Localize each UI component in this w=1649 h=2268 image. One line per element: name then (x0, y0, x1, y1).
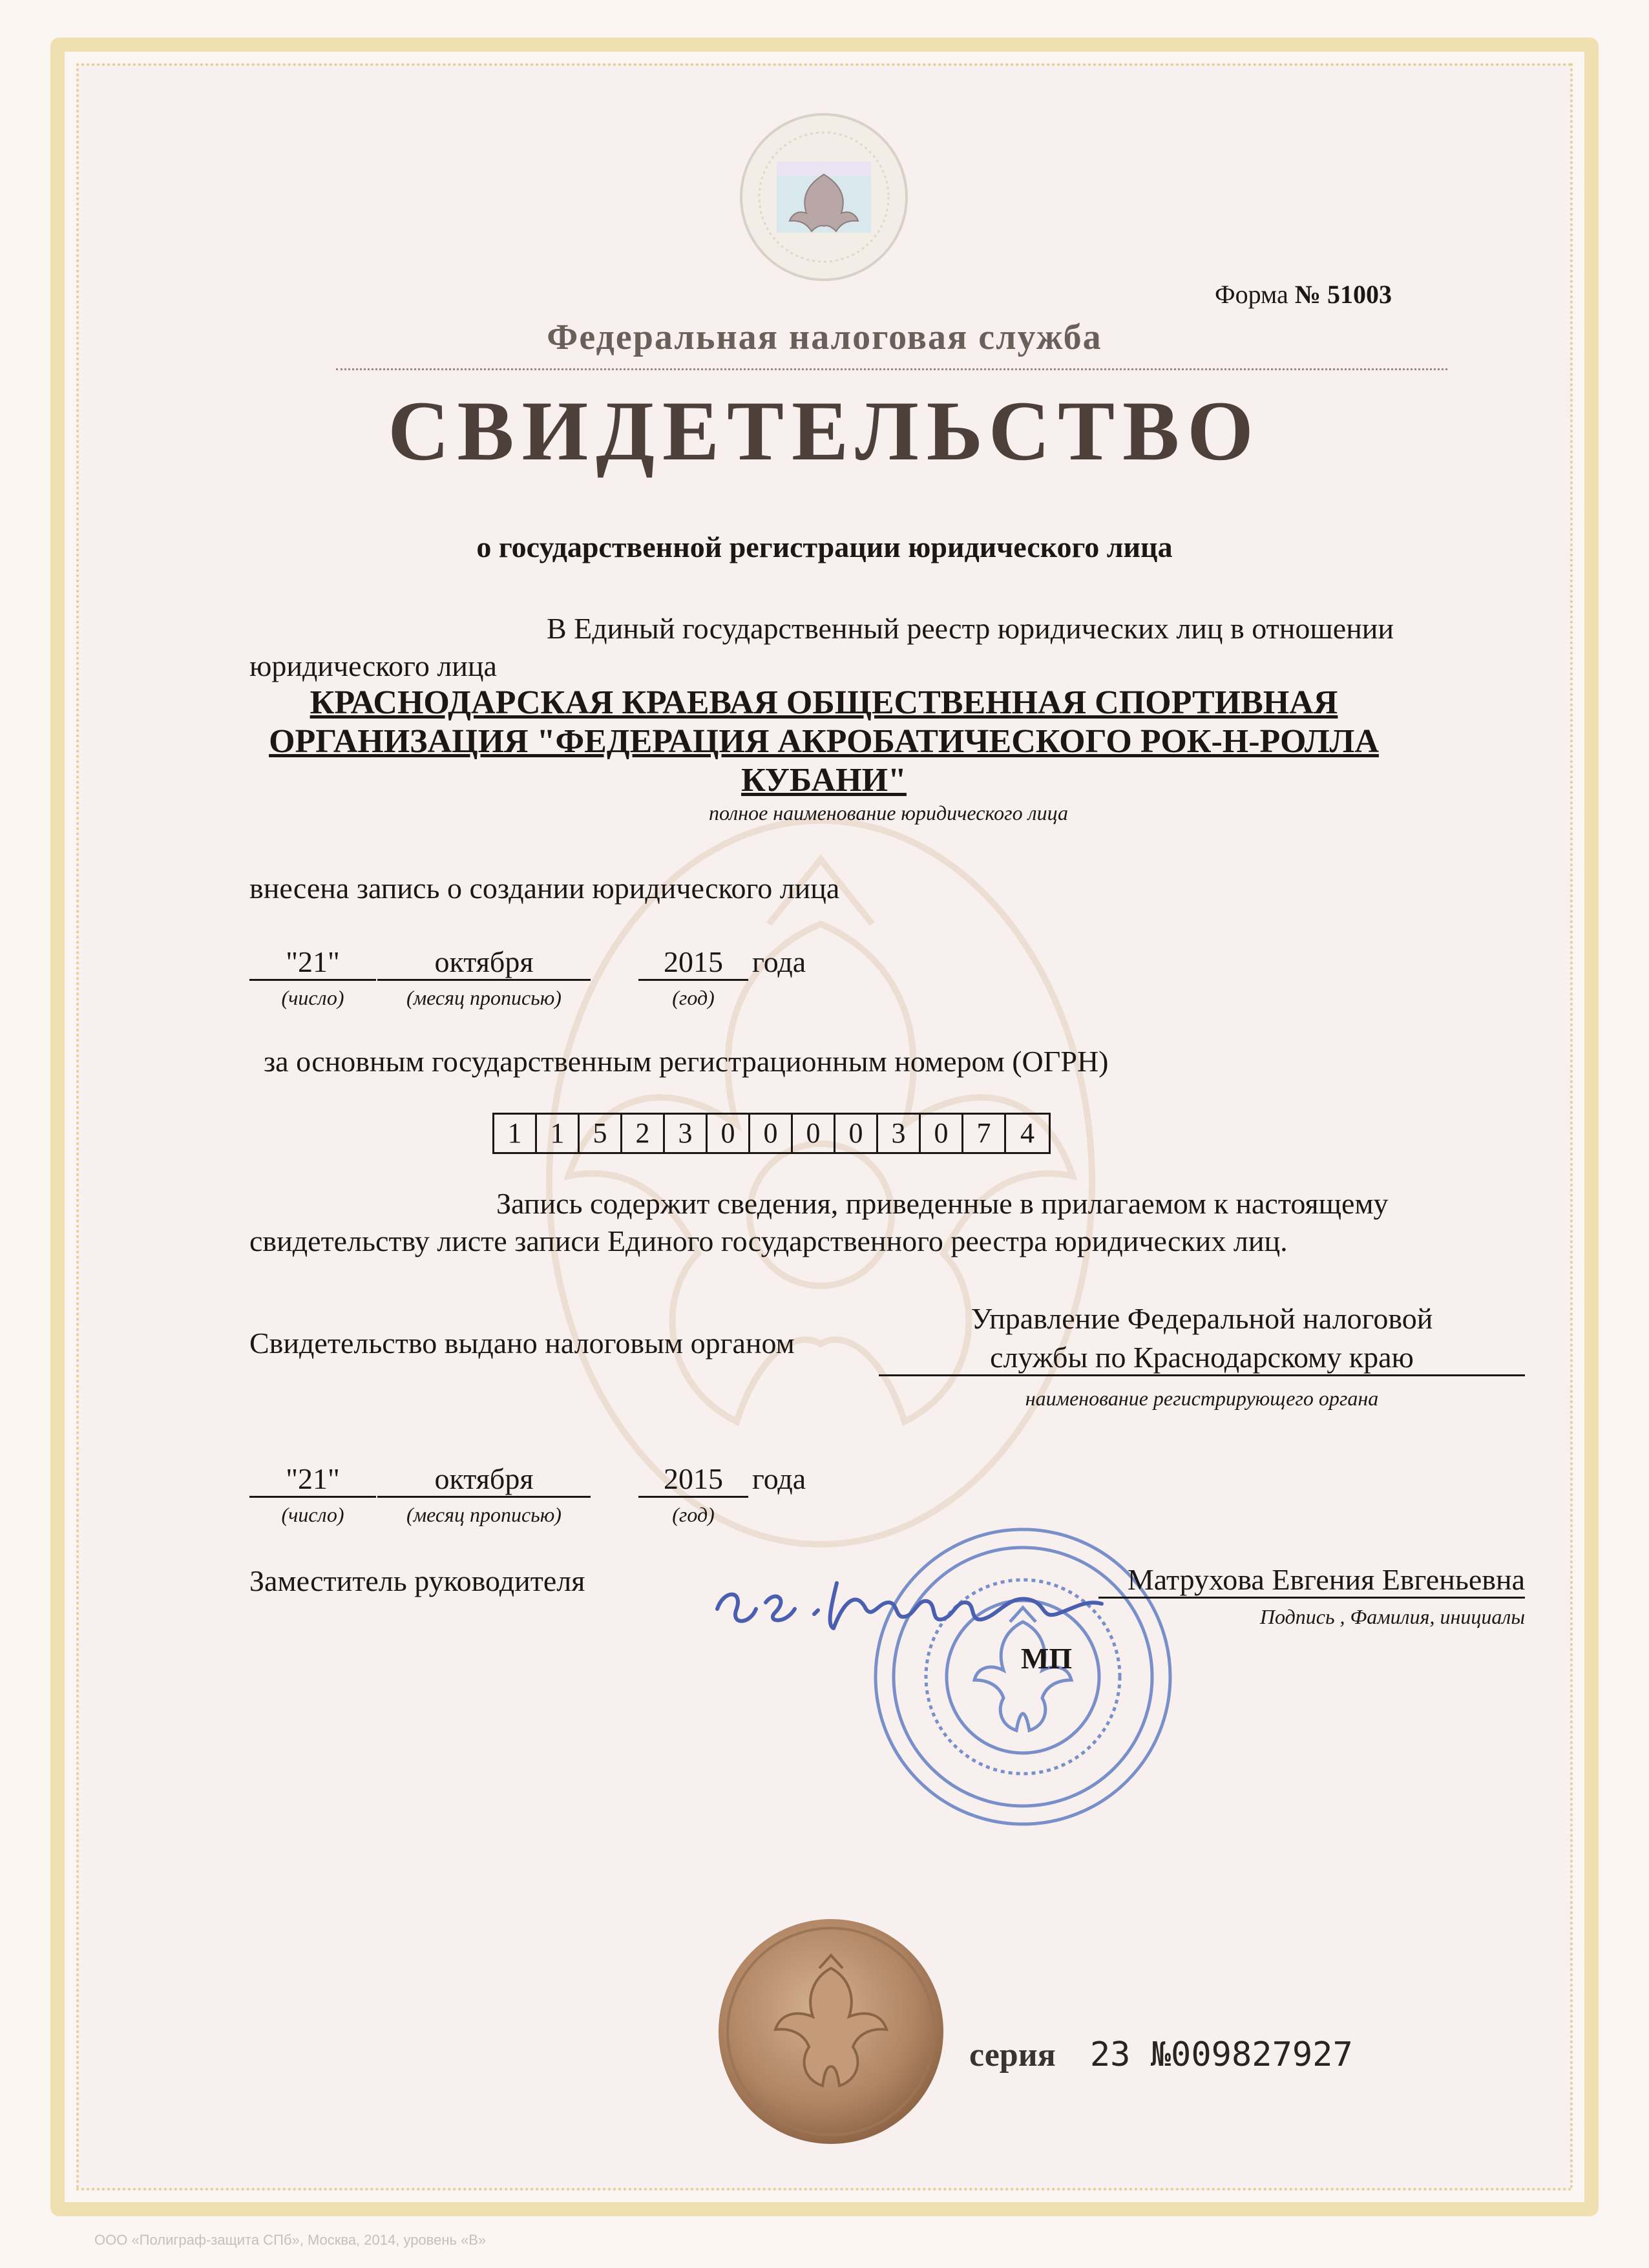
issue-day: "21" (249, 1462, 376, 1498)
ogrn-digit: 1 (537, 1115, 580, 1152)
issue-year-suffix: года (752, 1462, 806, 1495)
registration-day-caption: (число) (281, 986, 344, 1009)
stamp-place: МП (1021, 1642, 1073, 1675)
entity-name-caption: полное наименование юридического лица (709, 801, 1068, 824)
ogrn-label: за основным государственным регистрационным номером (ОГРН) (264, 1045, 1109, 1078)
handwritten-signature (704, 1564, 1118, 1641)
registration-month-caption: (месяц прописью) (406, 986, 562, 1009)
issue-year-caption: (год) (672, 1503, 715, 1526)
issue-day-caption: (число) (281, 1503, 344, 1526)
ogrn-digit: 3 (878, 1115, 921, 1152)
registration-year-caption: (год) (672, 986, 715, 1009)
record-info-line-2: свидетельству листе записи Единого государственного реестра юридических лиц. (249, 1224, 1288, 1257)
bronze-medallion-icon (716, 1916, 946, 2147)
intro-line-2: юридического лица (249, 649, 497, 682)
creation-record-text: внесена запись о создании юридического лица (249, 872, 840, 905)
issue-year: 2015 (638, 1462, 748, 1498)
ogrn-digit: 4 (1020, 1117, 1035, 1149)
issuing-authority-line-1: Управление Федеральной налоговой (971, 1302, 1433, 1335)
ogrn-digit: 5 (580, 1115, 622, 1152)
ogrn-digit: 7 (963, 1115, 1006, 1152)
document-title: СВИДЕТЕЛЬСТВО (388, 383, 1261, 478)
series-number: 23 №009827927 (1089, 2035, 1353, 2074)
issue-month-caption: (месяц прописью) (406, 1503, 562, 1526)
ogrn-digit: 0 (708, 1115, 750, 1152)
intro-line-1: В Единый государственный реестр юридических лиц в отношении (547, 612, 1394, 645)
ogrn-digit: 1 (494, 1115, 537, 1152)
form-number-value: № 51003 (1294, 280, 1392, 309)
authority-header: Федеральная налоговая служба (547, 317, 1102, 357)
ogrn-digit: 2 (622, 1115, 665, 1152)
issuing-authority-line-2: службы по Краснодарскому краю (879, 1340, 1525, 1376)
hologram-emblem-icon (737, 110, 911, 284)
issue-month: октября (377, 1462, 591, 1498)
ogrn-digit: 0 (750, 1115, 793, 1152)
form-number (1215, 279, 1392, 310)
header-divider (336, 368, 1447, 370)
record-info-line-1: Запись содержит сведения, приведенные в прилагаемом к настоящему (496, 1187, 1389, 1220)
signatory-name: Матрухова Евгения Евгеньевна (1098, 1562, 1525, 1599)
ogrn-number-grid (492, 1113, 1051, 1154)
series-label: серия (969, 2037, 1056, 2074)
entity-full-name: КРАСНОДАРСКАЯ КРАЕВАЯ ОБЩЕСТВЕННАЯ СПОРТИВНАЯ ОРГАНИЗАЦИЯ "ФЕДЕРАЦИЯ АКРОБАТИЧЕСКОГО РОК-Н-РОЛЛА КУБАНИ" (269, 684, 1379, 799)
ogrn-digit: 3 (665, 1115, 708, 1152)
signatory-position: Заместитель руководителя (249, 1564, 585, 1597)
issued-by-label: Свидетельство выдано налоговым органом (249, 1327, 795, 1360)
issuing-authority-caption: наименование регистрирующего органа (1025, 1387, 1379, 1410)
printer-footer: ООО «Полиграф-защита СПб», Москва, 2014, уровень «В» (94, 2232, 487, 2248)
registration-month: октября (377, 945, 591, 981)
ogrn-digit: 0 (793, 1115, 835, 1152)
document-subtitle: о государственной регистрации юридического лица (476, 530, 1173, 563)
registration-day: "21" (249, 945, 376, 981)
ogrn-digit: 0 (835, 1115, 878, 1152)
series-block (969, 2035, 1353, 2074)
registration-year-suffix: года (752, 945, 806, 978)
ogrn-digit: 0 (921, 1115, 963, 1152)
form-number-label: Форма (1215, 280, 1288, 309)
signature-caption: Подпись , Фамилия, инициалы (1259, 1605, 1525, 1628)
registration-year: 2015 (638, 945, 748, 981)
